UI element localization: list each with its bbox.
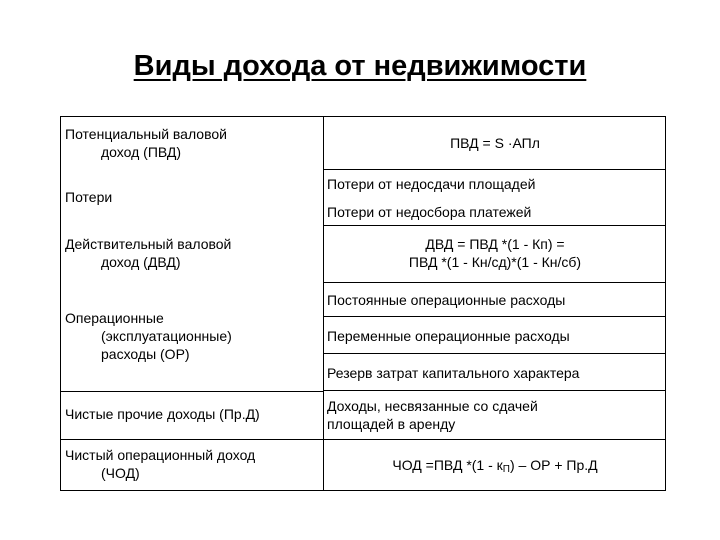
row-divider bbox=[323, 225, 666, 226]
row-divider bbox=[323, 169, 666, 170]
row-divider bbox=[323, 316, 666, 317]
pvd-formula: ПВД = S ·АПл bbox=[450, 135, 540, 151]
dvd-label: Действительный валовой доход (ДВД) bbox=[65, 236, 232, 270]
row-divider bbox=[323, 390, 666, 391]
row-divider bbox=[61, 391, 323, 392]
chod-formula: ЧОД =ПВД $*(1 - к_П)$ – ОР + Пр.Д bbox=[392, 457, 598, 475]
row-divider bbox=[323, 353, 666, 354]
op-capital-reserve: Резерв затрат капитального характера bbox=[327, 365, 580, 381]
income-types-table bbox=[60, 116, 666, 491]
other-income-description: Доходы, несвязанные со сдачей площадей в аренду bbox=[327, 398, 538, 432]
losses-label: Потери bbox=[65, 189, 113, 205]
page-title: Виды дохода от недвижимости bbox=[133, 50, 587, 82]
chod-label: Чистый операционный доход (ЧОД) bbox=[65, 447, 256, 481]
op-expenses-label: Операционные (эксплуатационные) расходы (ОР) bbox=[65, 310, 232, 362]
row-divider bbox=[61, 439, 323, 440]
losses-item-undersupply: Потери от недосдачи площадей bbox=[327, 176, 536, 192]
op-variable-expenses: Переменные операционные расходы bbox=[327, 328, 570, 344]
dvd-formula: ДВД = ПВД *(1 - Кп) = ПВД *(1 - Кн/сд)*(1 - Кн/сб) bbox=[408, 236, 582, 270]
other-income-label: Чистые прочие доходы (Пр.Д) bbox=[65, 406, 260, 422]
column-divider bbox=[323, 117, 324, 490]
row-divider bbox=[323, 439, 666, 440]
pvd-label: Потенциальный валовой доход (ПВД) bbox=[65, 126, 227, 160]
row-divider bbox=[323, 282, 666, 283]
op-fixed-expenses: Постоянные операционные расходы bbox=[327, 292, 566, 308]
losses-item-nonpayment: Потери от недосбора платежей bbox=[327, 204, 532, 220]
